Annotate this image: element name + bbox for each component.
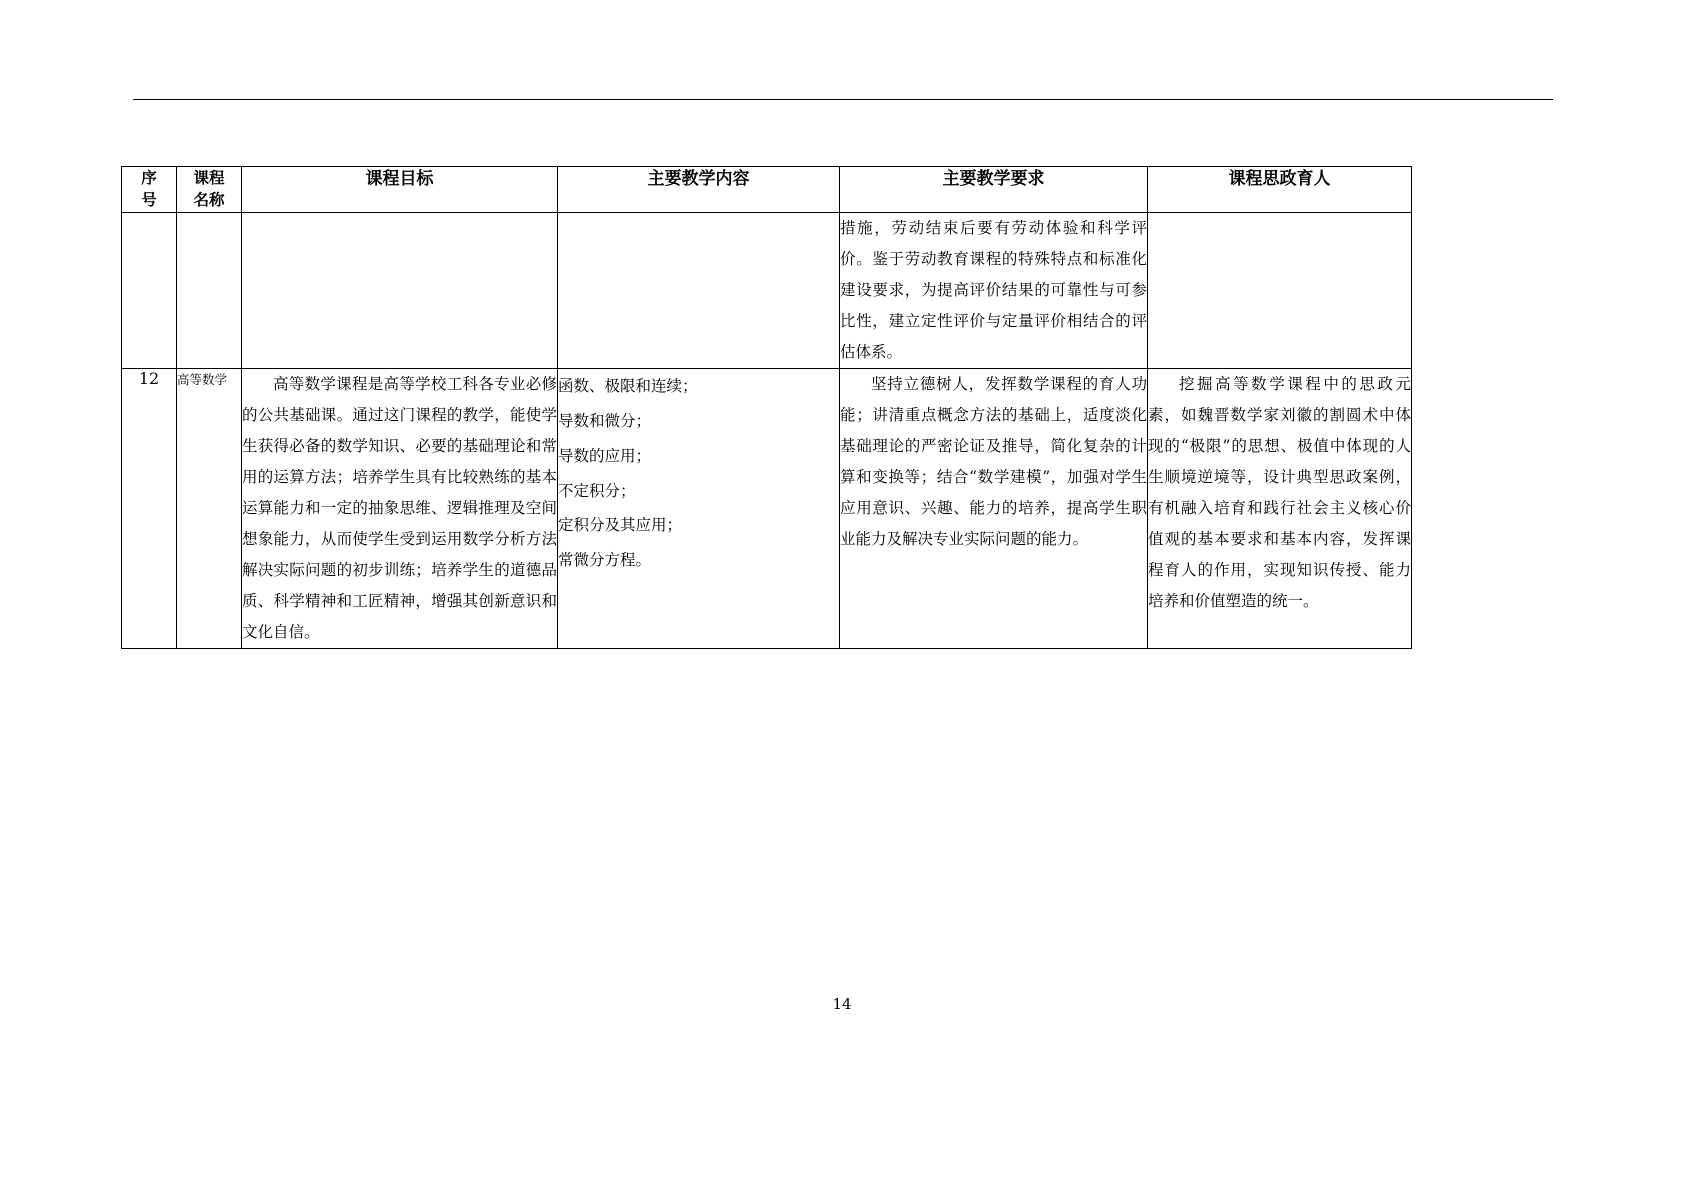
table-header-row — [122, 167, 1412, 213]
cell-requirement — [840, 212, 1148, 368]
table-row — [122, 212, 1412, 368]
header-cell-course-name — [177, 167, 242, 213]
content-item: 导数的应用； — [558, 446, 652, 465]
cell-content — [558, 212, 840, 368]
table-row — [122, 368, 1412, 648]
content-item: 常微分方程。 — [558, 551, 652, 570]
header-label-number-line2: 号 — [141, 190, 157, 210]
ideology-text: 挖掘高等数学课程中的思政元素，如魏晋数学家刘徽的割圆术中体现的“极限”的思想、极值中体现的人生顺境逆境等，设计典型思政案例，有机融入培育和践行社会主义核心价值观的基本要求和基本内容，发挥课程育人的作用，实现知识传授、能力培养和价值塑造的统一。 — [1148, 374, 1411, 610]
requirement-text: 措施，劳动结束后要有劳动体验和科学评价。鉴于劳动教育课程的特殊特点和标准化建设要求，为提高评价结果的可靠性与可参比性，建立定性评价与定量评价相结合的评估体系。 — [840, 218, 1147, 361]
cell-requirement — [840, 368, 1148, 648]
header-label-course-line1: 课程 — [193, 168, 225, 187]
page-number: 14 — [832, 995, 852, 1013]
cell-goal — [242, 212, 558, 368]
content-item: 定积分及其应用； — [558, 516, 683, 535]
cell-course-name: 高等数学 — [177, 368, 242, 648]
header-rule — [133, 99, 1553, 100]
content-item: 导数和微分； — [558, 411, 652, 430]
cell-ideology — [1148, 212, 1412, 368]
header-cell-content: 主要教学内容 — [558, 167, 840, 213]
content-item: 不定积分； — [558, 481, 636, 500]
cell-course-name — [177, 212, 242, 368]
header-label-number-line1: 序 — [141, 168, 157, 187]
cell-number: 12 — [122, 368, 177, 648]
header-cell-requirement: 主要教学要求 — [840, 167, 1148, 213]
header-cell-goal: 课程目标 — [242, 167, 558, 213]
header-label-course-line2: 名称 — [193, 190, 225, 210]
cell-content — [558, 368, 840, 648]
header-cell-number — [122, 167, 177, 213]
content-item: 函数、极限和连续； — [558, 376, 698, 395]
cell-goal — [242, 368, 558, 648]
course-table — [121, 166, 1412, 649]
goal-text: 高等数学课程是高等学校工科各专业必修的公共基础课。通过这门课程的教学，能使学生获得必备的数学知识、必要的基础理论和常用的运算方法；培养学生具有比较熟练的基本运算能力和一定的抽象思维、逻辑推理及空间想象能力，从而使学生受到运用数学分析方法解决实际问题的初步训练；培养学生的道德品质、科学精神和工匠精神，增强其创新意识和文化自信。 — [242, 374, 557, 641]
header-cell-ideology: 课程思政育人 — [1148, 167, 1412, 213]
cell-number — [122, 212, 177, 368]
cell-ideology — [1148, 368, 1412, 648]
requirement-text: 坚持立德树人，发挥数学课程的育人功能；讲清重点概念方法的基础上，适度淡化基础理论的严密论证及推导，简化复杂的计算和变换等；结合“数学建模”，加强对学生应用意识、兴趣、能力的培养，提高学生职业能力及解决专业实际问题的能力。 — [840, 374, 1147, 548]
